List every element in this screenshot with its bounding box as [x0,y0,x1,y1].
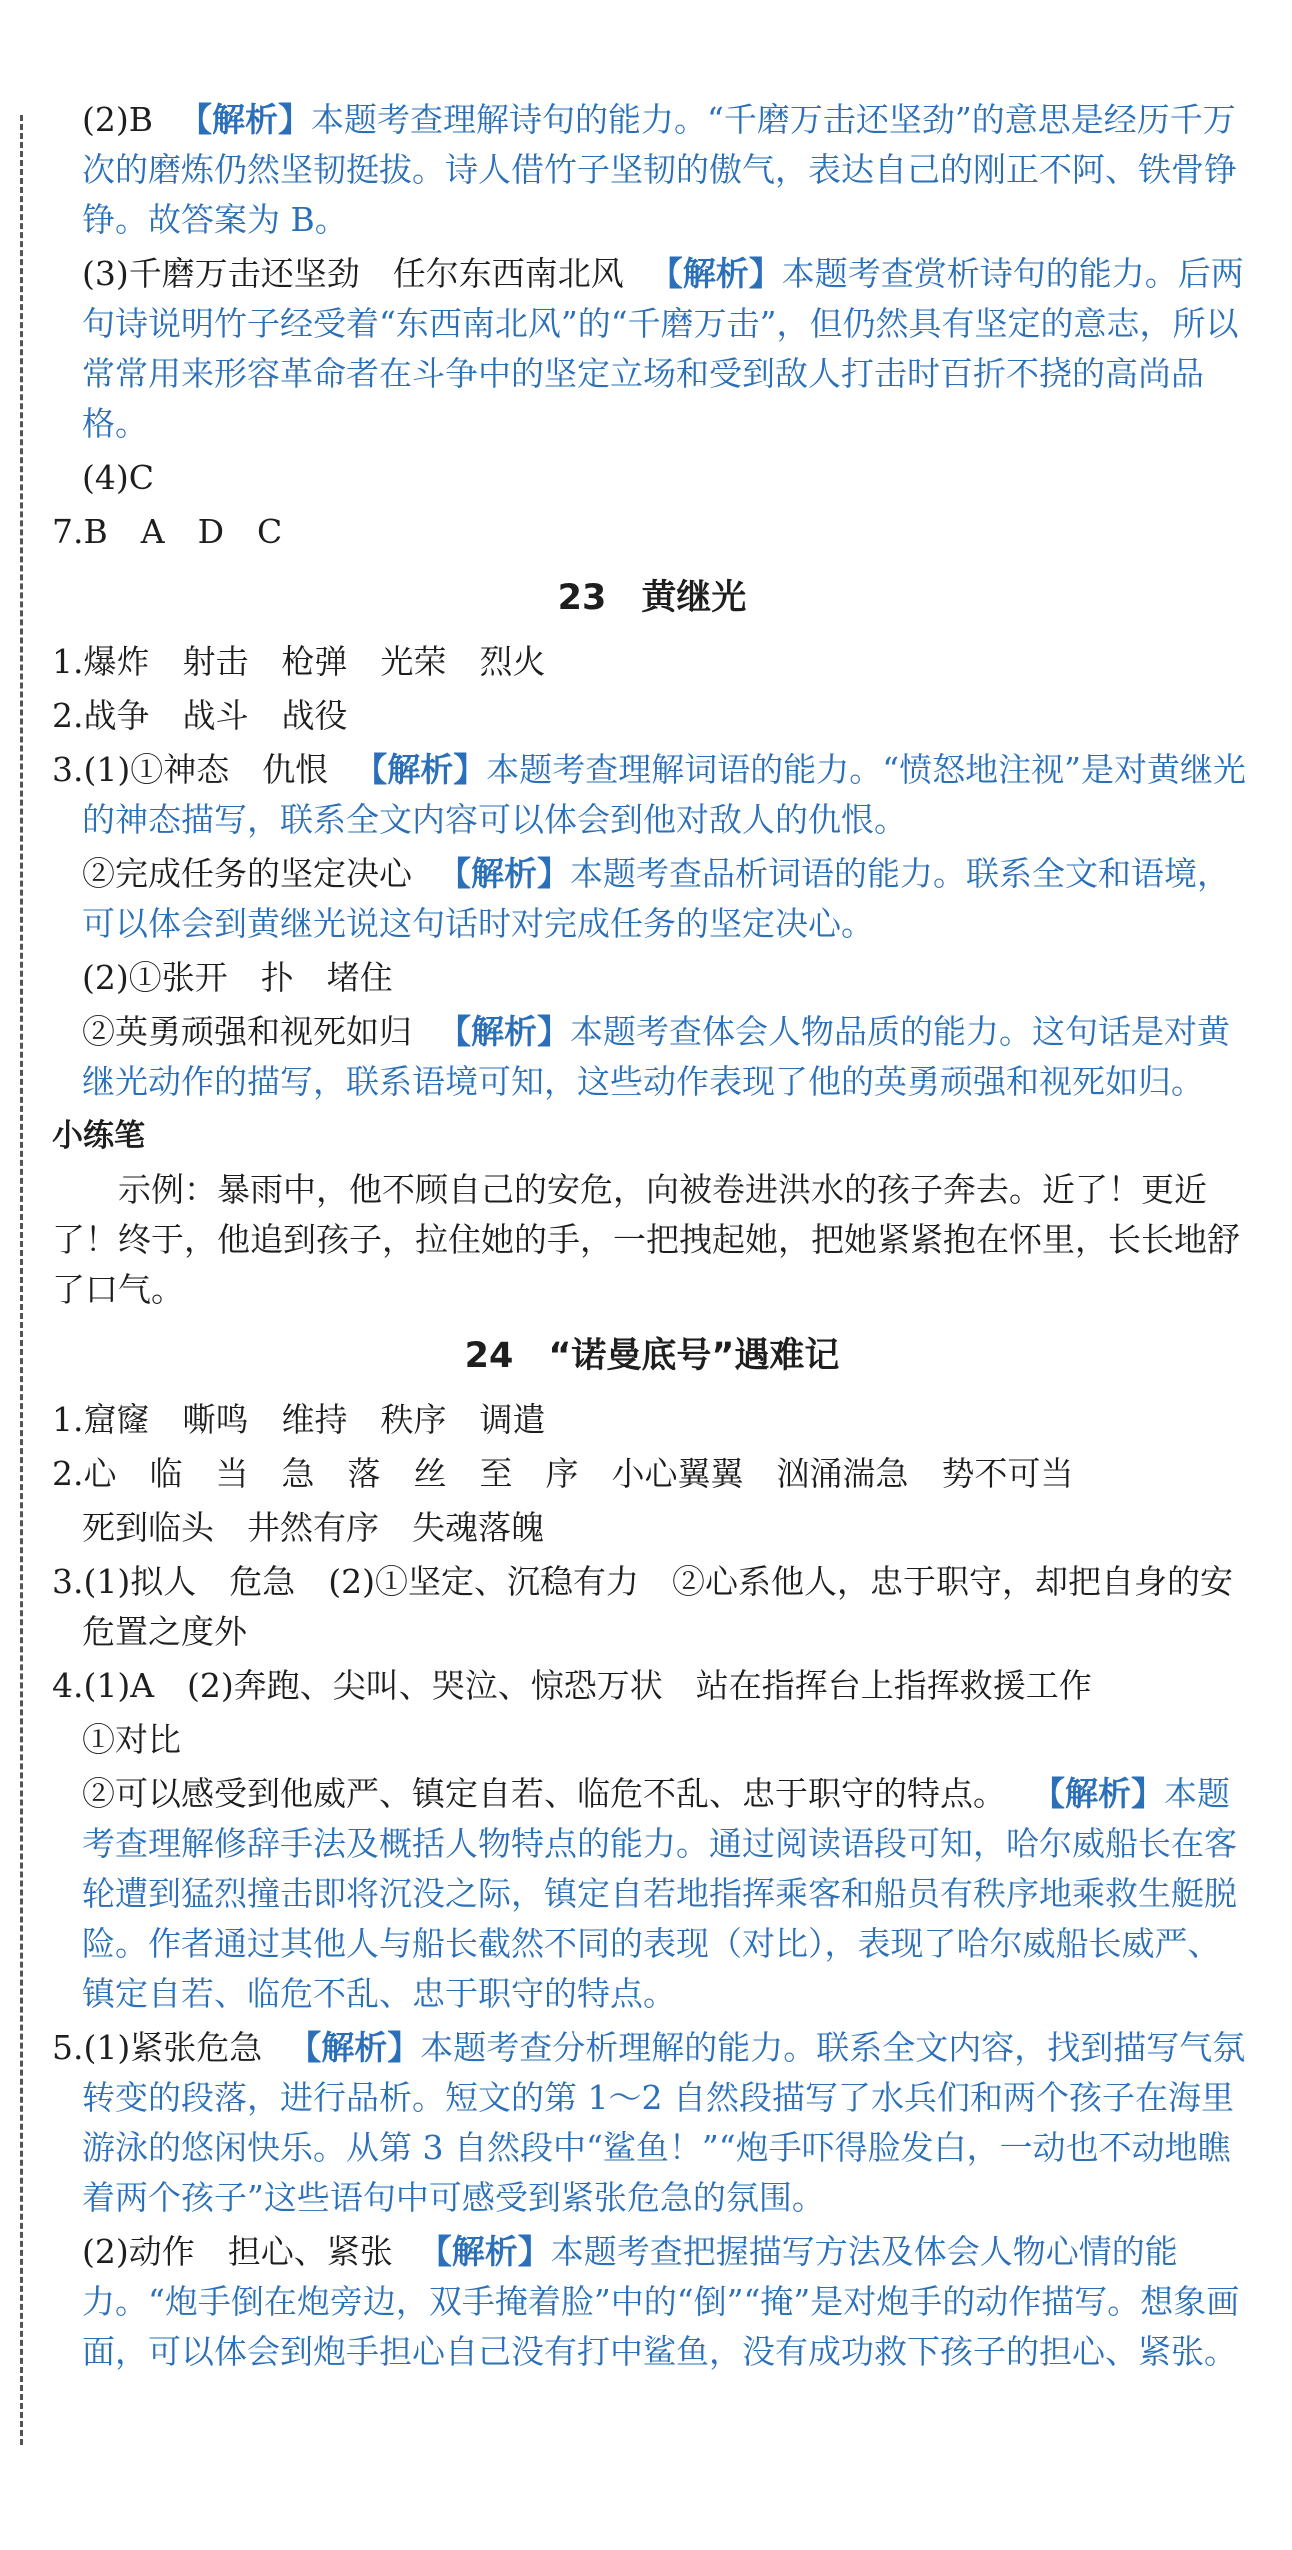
answer-3-1a [52,745,1252,845]
analysis-text: 本题考查把握描写方法及体会人物心情的能力。“炮手倒在炮旁边，双手掩着脸”中的“倒”“掩”是对炮手的动作描写。想象画面，可以体会到炮手担心自己没有打中鲨鱼，没有成功救下孩子的担心、紧张。 [82,2232,1240,2371]
practice-example: 示例：暴雨中，他不顾自己的安危，向被卷进洪水的孩子奔去。近了！更近了！终于，他追到孩子，拉住她的手，一把拽起她，把她紧紧抱在怀里，长长地舒了口气。 [52,1170,1240,1309]
lesson-title-23: 23 黄继光 [557,578,747,618]
analysis-text: 本题考查品析词语的能力。联系全文和语境，可以体会到黄继光说这句话时对完成任务的坚定决心。 [82,854,1230,943]
answer-3-1b [52,849,1252,949]
analysis-text: 本题考查分析理解的能力。联系全文内容，找到描写气氛转变的段落，进行品析。短文的第 1～2 自然段描写了水兵们和两个孩子在海里游泳的悠闲快乐。从第 3 自然段中“鲨鱼！”“炮手吓得脸发白，一动也不动地瞧着两个孩子”这些语句中可感受到紧张危急的氛围。 [82,2028,1246,2217]
analysis-tag: 【解析】 [179,100,311,139]
answer-2-line1: 2.心 临 当 急 落 丝 至 序 小心翼翼 汹涌湍急 势不可当 [52,1454,1074,1493]
analysis-tag: 【解析】 [649,254,782,293]
answer-5-1 [52,2023,1252,2223]
answer-6-4: (4)C [82,458,154,497]
answer-text: (2)B [82,100,153,139]
answer-4-1: 4.(1)A (2)奔跑、尖叫、哭泣、惊恐万状 站在指挥台上指挥救援工作 [52,1666,1092,1705]
answer-3-2a: (2)①张开 扑 堵住 [82,958,393,997]
analysis-tag: 【解析】 [438,1012,570,1051]
answer-3-2b [52,1007,1252,1107]
answer-text: (2)动作 担心、紧张 [82,2232,393,2271]
analysis-text: 本题考查赏析诗句的能力。后两句诗说明竹子经受着“东西南北风”的“千磨万击”，但仍然具有坚定的意志，所以常常用来形容革命者在斗争中的坚定立场和受到敌人打击时百折不挠的高尚品格。 [82,254,1244,443]
analysis-tag: 【解析】 [354,750,487,789]
answer-6-3 [52,249,1252,449]
answer-text: ②可以感受到他威严、镇定自若、临危不乱、忠于职守的特点。 [82,1774,1006,1813]
answer-text: ②英勇顽强和视死如归 [82,1012,412,1051]
analysis-tag: 【解析】 [418,2232,551,2271]
answer-2-line2: 死到临头 井然有序 失魂落魄 [82,1508,544,1547]
analysis-text: 本题考查理解诗句的能力。“千磨万击还坚劲”的意思是经历千万次的磨炼仍然坚韧挺拔。诗人借竹子坚韧的傲气，表达自己的刚正不阿、铁骨铮铮。故答案为 B。 [82,100,1237,239]
analysis-text: 本题考查理解词语的能力。“愤怒地注视”是对黄继光的神态描写，联系全文内容可以体会到他对敌人的仇恨。 [82,750,1246,839]
answer-text: 3.(1)①神态 仇恨 [52,750,329,789]
answer-2: 2.战争 战斗 战役 [52,696,348,735]
answer-page [52,95,1252,2381]
answer-1: 1.窟窿 嘶鸣 维持 秩序 调遣 [52,1400,546,1439]
answer-4-2: ①对比 [82,1720,181,1759]
answer-text: 5.(1)紧张危急 [52,2028,263,2067]
answer-text: (3)千磨万击还坚劲 任尔东西南北风 [82,254,624,293]
answer-5-2 [52,2227,1252,2377]
analysis-tag: 【解析】 [1032,1774,1164,1813]
answer-text: ②完成任务的坚定决心 [82,854,412,893]
practice-heading: 小练笔 [52,1118,145,1154]
analysis-tag: 【解析】 [288,2028,421,2067]
lesson-title-24: 24 “诺曼底号”遇难记 [464,1336,840,1376]
answer-1: 1.爆炸 射击 枪弹 光荣 烈火 [52,642,546,681]
analysis-tag: 【解析】 [438,854,570,893]
dashed-cut-line [20,115,23,2445]
answer-7: 7.B A D C [52,512,283,551]
analysis-text: 本题考查理解修辞手法及概括人物特点的能力。通过阅读语段可知，哈尔威船长在客轮遭到猛烈撞击即将沉没之际，镇定自若地指挥乘客和船员有秩序地乘救生艇脱险。作者通过其他人与船长截然不同的表现（对比），表现了哈尔威船长威严、镇定自若、临危不乱、忠于职守的特点。 [82,1774,1237,2013]
answer-4-3 [52,1769,1252,2019]
answer-6-2 [52,95,1252,245]
analysis-text: 本题考查体会人物品质的能力。这句话是对黄继光动作的描写，联系语境可知，这些动作表现了他的英勇顽强和视死如归。 [82,1012,1230,1101]
answer-3: 3.(1)拟人 危急 (2)①坚定、沉稳有力 ②心系他人，忠于职守，却把自身的安危置之度外 [52,1562,1233,1651]
